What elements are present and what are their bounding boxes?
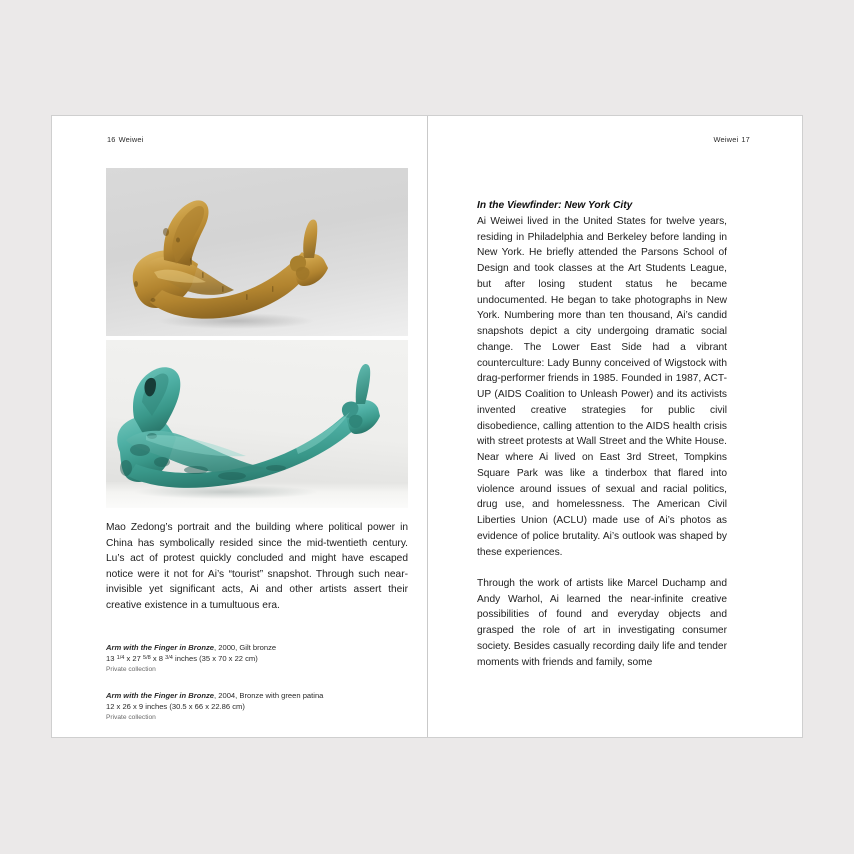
gilt-bronze-arm-sculpture xyxy=(106,168,408,336)
section-subhead: In the Viewfinder: New York City xyxy=(477,200,633,211)
caption-2-title: Arm with the Finger in Bronze xyxy=(106,691,215,701)
right-folio-title: Weiwei xyxy=(713,135,739,144)
caption-1-title: Arm with the Finger in Bronze xyxy=(106,643,215,652)
figure-stack xyxy=(106,168,408,508)
left-folio-title: Weiwei xyxy=(118,135,144,144)
caption-1-dimensions: 13 $^{1/4}$ x 27 $^{5/8}$ x 8 $^{3/4}$ inches (35 x 70 x 22 cm) xyxy=(106,654,258,664)
left-page xyxy=(52,116,427,737)
caption-1-line-1 xyxy=(106,642,416,653)
right-text-column xyxy=(477,198,727,670)
caption-2-line-1 xyxy=(106,690,416,701)
right-folio-number: 17 xyxy=(741,135,750,144)
caption-1-year-medium: , 2000, Gilt bronze xyxy=(214,643,277,652)
book-spread xyxy=(52,116,802,737)
caption-2-dimensions: 12 x 26 x 9 inches (30.5 x 66 x 22.86 cm) xyxy=(106,702,245,712)
left-running-head xyxy=(104,135,144,144)
figure-arm-green-patina xyxy=(106,340,408,508)
caption-gilt-bronze xyxy=(106,642,416,675)
right-paragraph-1: Ai Weiwei lived in the United States for twelve years, residing in Philadelphia and Berkeley before landing in New York. He briefly attended the Parsons School of Design and took classes at the Art Students League, but after losing student status he became undocumented. He began to take photographs in New York. Numbering more than ten thousand, Ai’s candid snapshots depict a city undergoing dramatic social change. The Lower East Side had a vibrant counterculture: Lady Bunny conceived of Wigstock with drag-performer friends in 1985. Founded in 1987, ACT-UP (AIDS Coalition to Unleash Power) and its activists invented creative strategies for public civil disobedience, calling attention to the AIDS health crisis with street protests at Wall Street and the White House. Near where Ai lived on East 3rd Street, Tompkins Square Park was like a tinderbox that flared into violence around issues of sexual and racial politics, drug use, and homelessness. The American Civil Liberties Union (ACLU) made use of Ai’s photos as evidence of police brutality. Ai’s outlook was shaped by these experiences. xyxy=(477,215,727,558)
right-page xyxy=(427,116,802,737)
figure-arm-gilt-bronze xyxy=(106,168,408,336)
left-folio-number: 16 xyxy=(107,135,116,144)
left-body-paragraph: Mao Zedong’s portrait and the building where political power in China has symbolically resided since the mid-twentieth century. Lu’s act of protest quickly concluded and might have escaped notice were it not for Ai’s “tourist” snapshot. Through such near-invisible yet significant acts, Ai and other artists assert their creative existence in a tumultuous era. xyxy=(106,522,408,611)
green-patina-arm-sculpture xyxy=(106,340,408,508)
right-paragraph-2: Through the work of artists like Marcel Duchamp and Andy Warhol, Ai learned the near-infinite creative possibilities of found and everyday objects and grasped the role of art in investigating consumer society. Besides casually recording daily life and tender moments with friends and family, some xyxy=(477,577,727,668)
caption-green-patina xyxy=(106,690,416,723)
caption-2-year-medium: , 2004, Bronze with green patina xyxy=(214,691,324,701)
right-running-head xyxy=(713,135,753,144)
caption-1-credit: Private collection xyxy=(106,666,156,674)
caption-2-credit: Private collection xyxy=(106,714,156,722)
figure-captions xyxy=(106,642,416,723)
